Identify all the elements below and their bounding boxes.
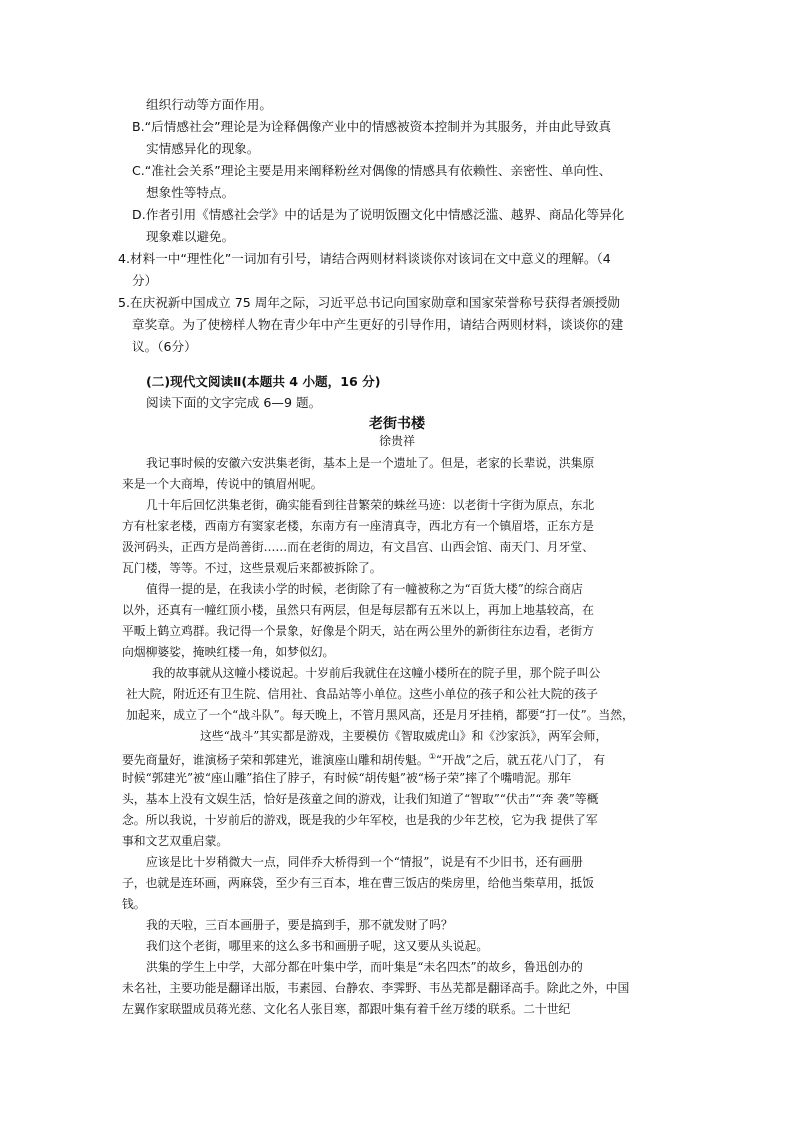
article-line: 我们这个老街，哪里来的这么多书和画册子呢，这又要从头说起。 xyxy=(146,939,489,953)
article-line: 加起来，成立了一个“战斗队”。每天晚上，不管月黑风高，还是月牙挂梢，都要“打一仗”。当然， xyxy=(126,708,634,722)
option-c-line1: C.“准社会关系”理论主要是用来阐释粉丝对偶像的情感具有依赖性、亲密性、单向性、 xyxy=(132,163,612,178)
article-line: 左翼作家联盟成员蒋光慈、文化名人张目寒，都跟叶集有着千丝万缕的联系。二十世纪 xyxy=(122,1002,571,1016)
article-line: 向烟柳婆娑，掩映红楼一角，如梦似幻。 xyxy=(122,645,335,659)
question-5-line2: 章奖章。为了使榜样人物在青少年中产生更好的引导作用，请结合两则材料，谈谈你的建 xyxy=(132,317,624,332)
question-5-line3: 议。（6分） xyxy=(132,339,197,354)
article-line xyxy=(122,747,605,770)
article-line: 方有杜家老楼，西南方有窦家老楼，东南方有一座清真寺，西北方有一个镇眉塔，正东方是 xyxy=(122,519,594,533)
article-line: 头，基本上没有文娱生活，恰好是孩童之间的游戏，让我们知道了“智取”“伏击”“奔 袭”等概 xyxy=(122,792,599,806)
article-line: 子，也就是连环画，两麻袋，至少有三百本，堆在曹三饭店的柴房里，给他当柴草用，抵饭 xyxy=(122,876,594,890)
question-5-line1: 5.在庆祝新中国成立 75 周年之际，习近平总书记向国家勋章和国家荣誉称号获得者颁授勋 xyxy=(118,295,621,310)
article-line: 几十年后回忆洪集老街，确实能看到往昔繁荣的蛛丝马迹：以老街十字街为原点，东北 xyxy=(146,498,595,512)
question-4-line2: 分） xyxy=(132,273,158,288)
option-d-line1: D.作者引用《情感社会学》中的话是为了说明饭圈文化中情感泛滥、越界、商品化等异化 xyxy=(132,207,625,222)
article-line: 平畈上鹤立鸡群。我记得一个景象，好像是个阴天，站在两公里外的新街往东边看，老街方 xyxy=(122,624,594,638)
article-line-part: 要先商量好，谁演杨子荣和郭建光，谁演座山雕和胡传魁。 xyxy=(122,752,429,767)
article-line: 我的故事就从这幢小楼说起。十岁前后我就住在这幢小楼所在的院子里，那个院子叫公 xyxy=(152,666,601,680)
article-line: 以外，还真有一幢红顶小楼，虽然只有两层，但是每层都有五米以上，再加上地基较高，在 xyxy=(122,603,594,617)
option-a-tail: 组织行动等方面作用。 xyxy=(146,97,272,112)
article-title: 老街书楼 xyxy=(369,416,425,432)
option-b-line1: B.“后情感社会”理论是为诠释偶像产业中的情感被资本控制并为其服务，并由此导致真 xyxy=(132,119,612,134)
article-line: 来是一个大商埠，传说中的镇眉州呢。 xyxy=(122,477,323,491)
article-line: 瓦门楼，等等。不过，这些景观后来都被拆除了。 xyxy=(122,561,382,575)
article-line: 值得一提的是，在我读小学的时候，老街除了有一幢被称之为“百货大楼”的综合商店 xyxy=(146,582,583,596)
article-line: 社大院，附近还有卫生院、信用社、食品站等小单位。这些小单位的孩子和公社大院的孩子 xyxy=(126,687,598,701)
article-line: 我的天啦，三百本画册子，要是搞到手，那不就发财了吗？ xyxy=(146,918,453,932)
article-line: 未名社，主要功能是翻译出版，韦素园、台静农、李霁野、韦丛芜都是翻译高手。除此之外，中国 xyxy=(122,981,630,995)
option-b-line2: 实情感异化的现象。 xyxy=(146,141,260,156)
article-line: 汲河码头，正西方是尚善街……而在老街的周边，有文昌宫、山西会馆、南天门、月牙堂、 xyxy=(122,540,594,554)
question-4-line1: 4.材料一中“理性化”一词加有引号，请结合两则材料谈谈你对该词在文中意义的理解。（4 xyxy=(118,251,611,266)
article-author: 徐贵祥 xyxy=(378,434,415,448)
article-line: 这些“战斗”其实都是游戏，主要模仿《智取威虎山》和《沙家浜》，两军会师， xyxy=(200,729,608,743)
article-line: 念。所以我说，十岁前后的游戏，既是我的少年军校，也是我的少年艺校，它为我 提供了军 xyxy=(122,813,598,827)
article-line-part: “开战”之后，就五花八门了， 有 xyxy=(435,752,606,767)
article-line: 应该是比十岁稍微大一点，同伴乔大桥得到一个“情报”，说是有不少旧书，还有画册 xyxy=(146,855,583,869)
section-instruction: 阅读下面的文字完成 6—9 题。 xyxy=(146,395,322,410)
article-line: 时候“郭建光”被“座山雕”掐住了脖子，有时候“胡传魁”被“杨子荣”摔了个嘴啃泥。那年 xyxy=(122,771,572,785)
article-line: 钱。 xyxy=(122,897,146,911)
article-line: 事和文艺双重启蒙。 xyxy=(122,834,229,848)
footnote-marker: ① xyxy=(428,752,436,761)
option-d-line2: 现象难以避免。 xyxy=(146,229,235,244)
option-c-line2: 想象性等特点。 xyxy=(146,185,235,200)
article-line: 我记事时候的安徽六安洪集老街，基本上是一个遗址了。但是，老家的长辈说，洪集原 xyxy=(146,456,595,470)
article-line: 洪集的学生上中学，大部分都在叶集中学，而叶集是“未名四杰”的故乡，鲁迅创办的 xyxy=(146,960,583,974)
section-heading: (二)现代文阅读Ⅱ(本题共 4 小题，16 分) xyxy=(146,374,381,389)
